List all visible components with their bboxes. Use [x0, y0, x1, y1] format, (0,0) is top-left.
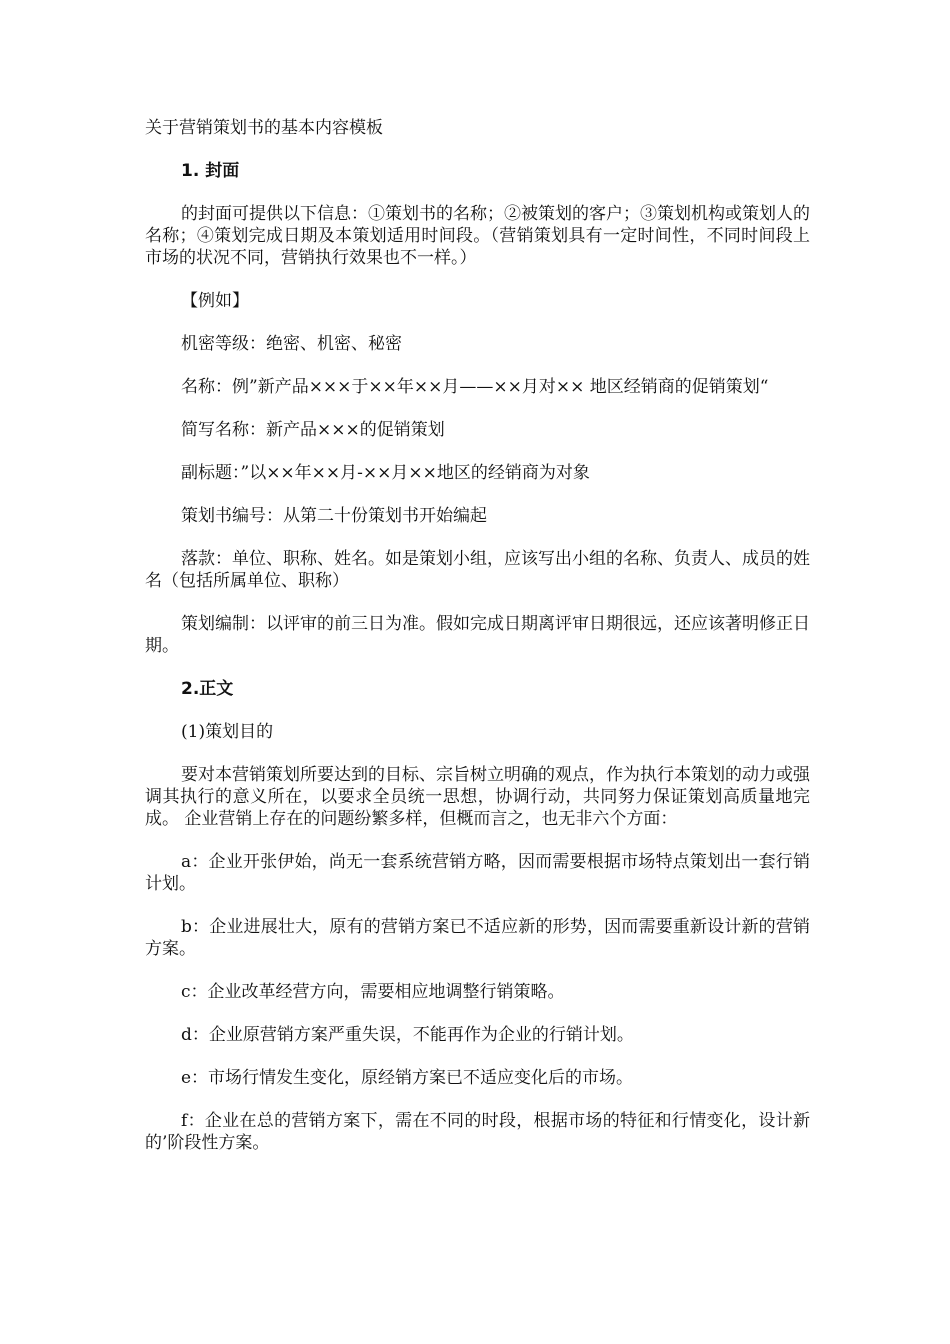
compilation-paragraph: 策划编制：以评审的前三日为准。假如完成日期离评审日期很远，还应该著明修正日期。 [145, 614, 810, 656]
list-item: f：企业在总的营销方案下，需在不同的时段，根据市场的特征和行情变化，设计新的’阶段性方案。 [145, 1111, 810, 1153]
document-title: 关于营销策划书的基本内容模板 [145, 118, 383, 138]
example-label: 【例如】 [181, 291, 249, 311]
cover-intro-paragraph: 的封面可提供以下信息：①策划书的名称；②被策划的客户；③策划机构或策划人的名称；④策划完成日期及本策划适用时间段。（营销策划具有一定时间性，不同时间段上市场的状况不同，营销执行效果也不一样。） [145, 204, 810, 268]
short-name-paragraph: 简写名称：新产品×××的促销策划 [181, 420, 445, 440]
list-item: d：企业原营销方案严重失误，不能再作为企业的行销计划。 [181, 1025, 634, 1045]
purpose-subheading: (1)策划目的 [181, 722, 274, 742]
section-heading-body: 2.正文 [181, 679, 234, 699]
signature-paragraph: 落款：单位、职称、姓名。如是策划小组，应该写出小组的名称、负责人、成员的姓名（包括所属单位、职称） [145, 549, 810, 591]
document-body [145, 117, 810, 1154]
subtitle-paragraph: 副标题：”以××年××月-××月××地区的经销商为对象 [181, 463, 590, 483]
purpose-paragraph: 要对本营销策划所要达到的目标、宗旨树立明确的观点，作为执行本策划的动力或强调其执行的意义所在，以要求全员统一思想，协调行动，共同努力保证策划高质量地完成。 企业营销上存在的问题纷繁多样，但概而言之，也无非六个方面： [145, 765, 810, 829]
confidentiality-paragraph: 机密等级：绝密、机密、秘密 [181, 334, 402, 354]
list-item: c：企业改革经营方向，需要相应地调整行销策略。 [181, 982, 565, 1002]
list-item: e：市场行情发生变化，原经销方案已不适应变化后的市场。 [181, 1068, 634, 1088]
name-paragraph: 名称：例”新产品×××于××年××月——××月对×× 地区经销商的促销策划“ [181, 377, 769, 397]
list-item: a：企业开张伊始，尚无一套系统营销方略，因而需要根据市场特点策划出一套行销计划。 [145, 852, 810, 894]
list-item: b：企业进展壮大，原有的营销方案已不适应新的形势，因而需要重新设计新的营销方案。 [145, 917, 810, 959]
serial-number-paragraph: 策划书编号：从第二十份策划书开始编起 [181, 506, 487, 526]
section-heading-cover: 1. 封面 [181, 161, 240, 181]
